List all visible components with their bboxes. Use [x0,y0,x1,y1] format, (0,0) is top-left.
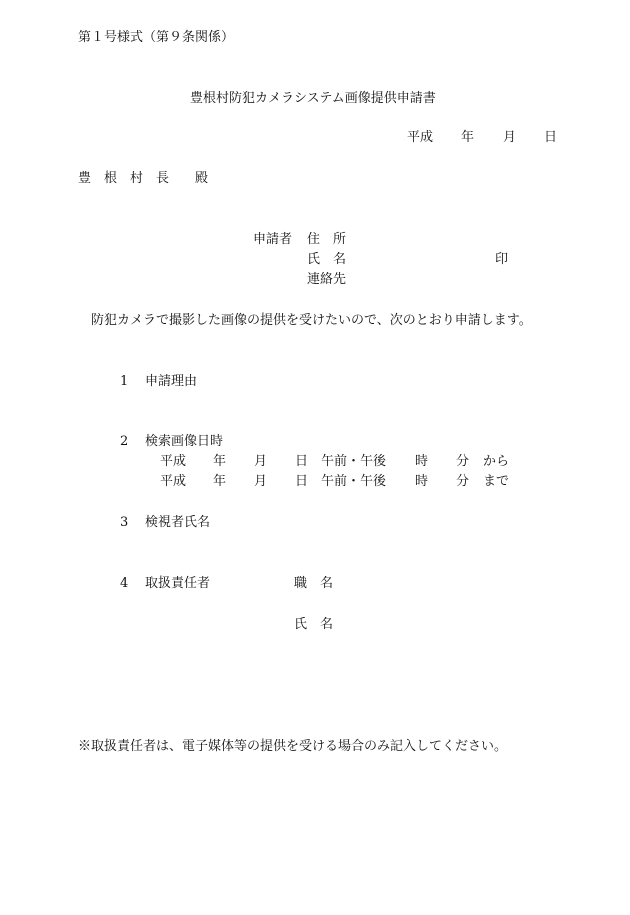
month: 月 [254,454,268,469]
date-day: 日 [544,130,558,145]
post-label: 職 名 [294,576,334,591]
hour: 時 [415,474,429,489]
name-label: 氏 名 [307,252,347,267]
minute: 分 [456,474,470,489]
address-label: 住 所 [307,232,347,247]
handler-name-label: 氏 名 [294,617,334,632]
applicant-label: 申請者 [253,232,293,247]
minute: 分 [456,454,470,469]
am-pm: 午前・午後 [321,474,387,489]
suffix: まで [483,474,510,489]
item-number: 1 [120,374,129,389]
item-label: 取扱責任者 [145,576,211,591]
item-number: 4 [120,576,129,591]
contact-label: 連絡先 [307,272,347,287]
intro-text: 防犯カメラで撮影した画像の提供を受けたいので、次のとおり申請します。 [91,313,532,328]
date-year: 年 [461,130,475,145]
footnote: ※取扱責任者は、電子媒体等の提供を受ける場合のみ記入してください。 [78,739,508,754]
date-era: 平成 [407,130,434,145]
document-title: 豊根村防犯カメラシステム画像提供申請書 [190,91,436,106]
era: 平成 [160,454,187,469]
suffix: から [483,454,510,469]
item-number: 3 [120,515,129,530]
day: 日 [295,454,309,469]
era: 平成 [160,474,187,489]
item-number: 2 [120,434,129,449]
month: 月 [254,474,268,489]
addressee: 豊 根 村 長 殿 [78,171,209,186]
day: 日 [295,474,309,489]
year: 年 [213,474,227,489]
year: 年 [213,454,227,469]
am-pm: 午前・午後 [321,454,387,469]
item-label: 検視者氏名 [145,515,211,530]
hour: 時 [415,454,429,469]
date-month: 月 [503,130,517,145]
seal-mark: 印 [495,252,509,267]
form-number: 第１号様式（第９条関係） [78,30,235,45]
item-label: 申請理由 [145,374,198,389]
item-label: 検索画像日時 [145,434,224,449]
